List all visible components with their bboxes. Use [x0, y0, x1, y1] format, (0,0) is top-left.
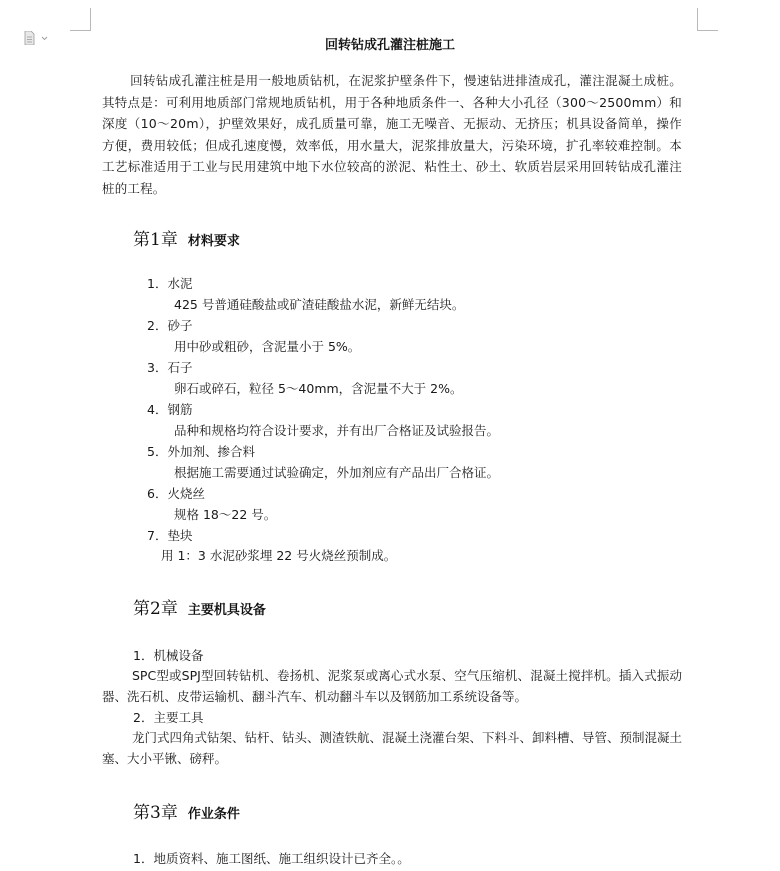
- list-item-detail: 用中砂或粗砂，含泥量小于 5%。: [174, 339, 361, 354]
- tools-paragraph: 龙门式四角式钻架、钻杆、钻头、测渣铁航、混凝土浇灌台架、下料斗、卸料槽、导管、预制混凝土塞、大小平锹、磅秤。: [102, 730, 683, 766]
- margin-corner-mark: [697, 8, 718, 31]
- list-item-head: 1．水泥: [147, 276, 193, 291]
- list-item-head: 4．钢筋: [147, 402, 193, 417]
- list-item-detail: 根据施工需要通过试验确定，外加剂应有产品出厂合格证。: [174, 465, 500, 480]
- list-item-head: 1．机械设备: [133, 648, 204, 663]
- chapter-heading: 第1章 材料要求: [133, 230, 240, 250]
- list-item-head: 2．砂子: [147, 318, 193, 333]
- list-item-detail: 品种和规格均符合设计要求，并有出厂合格证及试验报告。: [174, 423, 500, 438]
- list-item-head: 2．主要工具: [133, 710, 204, 725]
- list-item-head: 7．垫块: [147, 528, 193, 543]
- list-item-head: 6．火烧丝: [147, 486, 205, 501]
- document-title: 回转钻成孔灌注桩施工: [324, 38, 455, 53]
- list-item-head: 3．石子: [147, 360, 193, 375]
- list-item-head: 5．外加剂、掺合料: [147, 444, 255, 459]
- chapter-heading: 第3章 作业条件: [133, 803, 240, 823]
- chapter-heading: 第2章 主要机具设备: [133, 599, 266, 619]
- margin-corner-mark: [70, 8, 91, 31]
- list-item-detail: 卵石或碎石，粒径 5～40mm，含泥量不大于 2%。: [174, 381, 463, 396]
- list-item-head: 1．地质资料、施工图纸、施工组织设计已齐全。。: [133, 851, 410, 866]
- list-item-detail: 规格 18～22 号。: [174, 507, 277, 522]
- list-item-detail: 425 号普通硅酸盐或矿渣硅酸盐水泥，新鲜无结块。: [174, 297, 465, 312]
- equipment-paragraph: SPC型或SPJ型回转钻机、卷扬机、泥浆泵或离心式水泵、空气压缩机、混凝土搅拌机。插入式振动器、洗石机、皮带运输机、翻斗汽车、机动翻斗车以及钢筋加工系统设备等。: [102, 668, 682, 704]
- intro-paragraph: 回转钻成孔灌注桩是用一般地质钻机，在泥浆护壁条件下，慢速钻进排渣成孔，灌注混凝土成桩。其特点是：可利用地质部门常规地质钻机，用于各种地质条件一、各种大小孔径（300～2500mm）和深度（10～20m），护壁效果好，成孔质量可靠，施工无噪音、无振动、无挤压；机具设备简单，操作方便，费用较低；但成孔速度慢，效率低，用水量大，泥浆排放量大，污染环境，扩孔率较难控制。本工艺标准适用于工业与民用建筑中地下水位较高的淤泥、粘性土、砂土、软质岩层采用回转钻成孔灌注桩的工程。: [102, 73, 682, 196]
- list-item-detail: 用 1：3 水泥砂浆埋 22 号火烧丝预制成。: [161, 548, 397, 563]
